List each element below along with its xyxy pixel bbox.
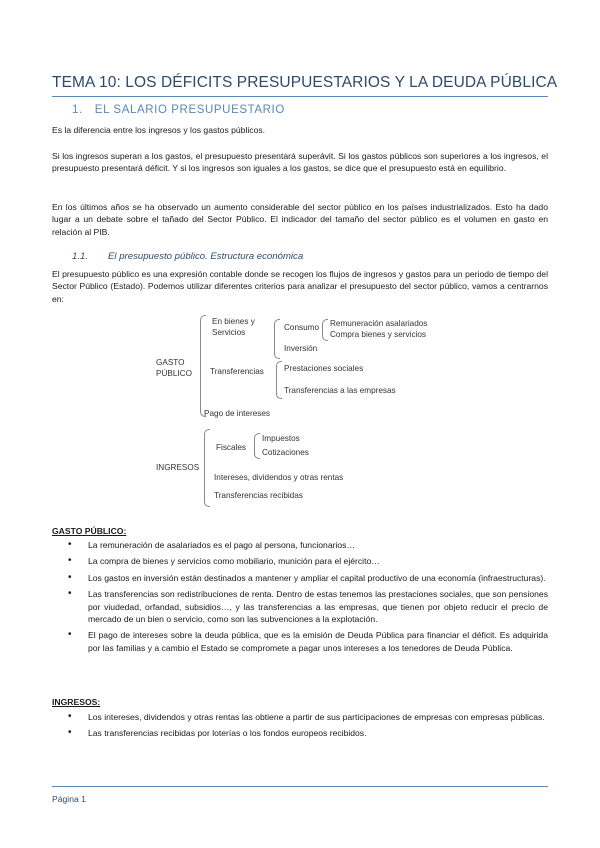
- diagram-compra: Compra bienes y servicios: [330, 330, 427, 339]
- paragraph-1: Es la diferencia entre los ingresos y los gastos públicos.: [52, 125, 266, 135]
- subsection-label: El presupuesto público. Estructura económica: [108, 251, 304, 262]
- paragraph-3: En los últimos años se ha observado un aumento considerable del sector público en los países industrializados. Esto ha dado lugar a un debate sobre el tañado del Sector Público. El indicador del tamaño del sector público es el volumen en gasto en relación al PIB.: [52, 202, 548, 237]
- paragraph-2: Si los ingresos superan a los gastos, el presupuesto presentará superávit. Si los gastos públicos son superiores a los ingresos, el presupuesto presentará déficit. Y si los ingresos son iguales a los gastos, se dice que el presupuesto está en equilibrio.: [52, 151, 548, 174]
- subsection-number: 1.1.: [72, 251, 89, 262]
- list-item: • Los intereses, dividendos y otras rentas las obtiene a partir de sus participaciones de empresas con empresas públicas.: [52, 711, 548, 723]
- footer-rule: [52, 786, 548, 787]
- page-title: TEMA 10: LOS DÉFICITS PRESUPUESTARIOS Y LA DEUDA PÚBLICA: [52, 74, 558, 91]
- page-number: Página 1: [52, 794, 86, 804]
- diagram-consumo: Consumo: [284, 323, 320, 332]
- title-rule: [52, 96, 548, 97]
- list-item: • La compra de bienes y servicios como mobiliario, munición para el ejército…: [52, 555, 548, 567]
- list-item: • Las transferencias son redistribuciones de renta. Dentro de estas tenemos las prestaciones sociales, que son pensiones por viudedad, orfandad, subsidios…, y las transferencias a las empresas, que tienen por objeto reducir el precio de mercado de un bien o servicio, como son las subvenciones a la explotación.: [52, 588, 548, 625]
- diagram-transferencias: Transferencias: [210, 367, 264, 376]
- section-heading-1: [72, 104, 285, 116]
- diagram-bracket-transferencias: [276, 361, 282, 399]
- diagram-transf-recibidas: Transferencias recibidas: [214, 491, 303, 500]
- diagram-bracket-ingresos: [204, 429, 210, 507]
- gasto-publico-heading: GASTO PÚBLICO:: [52, 526, 127, 536]
- list-item: • La remuneración de asalariados es el pago al persona, funcionarios…: [52, 539, 548, 551]
- list-item: • Los gastos en inversión están destinados a mantener y ampliar el capital productivo de una economía (infraestructuras).: [52, 572, 548, 584]
- diagram-impuestos: Impuestos: [262, 434, 300, 443]
- diagram-cotizaciones: Cotizaciones: [262, 448, 309, 457]
- diagram-prestaciones: Prestaciones sociales: [284, 364, 364, 373]
- paragraph-4: El presupuesto público es una expresión contable donde se recogen los flujos de ingresos y gastos para un periodo de tiempo del Sector Público (Estado). Podemos utilizar diferentes criterios para analizar el presupuesto del sector público, vamos a centrarnos en:: [52, 269, 548, 304]
- diagram-intereses-dividendos: Intereses, dividendos y otras rentas: [214, 473, 344, 482]
- diagram-remuneracion: Remuneración asalariados: [330, 319, 428, 328]
- diagram-en-bienes: En bienes y Servicios: [212, 317, 255, 337]
- diagram-fiscales: Fiscales: [216, 443, 247, 452]
- diagram-ingresos: INGRESOS: [156, 463, 200, 472]
- budget-structure-diagram: [150, 313, 450, 513]
- diagram-transf-empresas: Transferencias a las empresas: [284, 386, 396, 395]
- diagram-inversion: Inversión: [284, 344, 318, 353]
- gasto-publico-list: [52, 539, 548, 658]
- ingresos-list: [52, 711, 548, 744]
- diagram-bracket-fiscales: [254, 433, 260, 459]
- diagram-bracket-bienes: [274, 319, 280, 359]
- section-label: EL SALARIO PRESUPUESTARIO: [94, 104, 285, 116]
- section-heading-1-1: [72, 251, 303, 262]
- diagram-bracket-gasto: [200, 315, 206, 417]
- diagram-pago-intereses: Pago de intereses: [204, 409, 270, 418]
- section-number: 1.: [72, 104, 83, 116]
- list-item: • Las transferencias recibidas por loterías o los fondos europeos recibidos.: [52, 727, 548, 739]
- diagram-gasto-publico: GASTO PÚBLICO: [156, 358, 192, 378]
- ingresos-heading: INGRESOS:: [52, 697, 101, 707]
- diagram-bracket-consumo: [322, 319, 328, 341]
- list-item: • El pago de intereses sobre la deuda pública, que es la emisión de Deuda Pública para financiar el déficit. Es adquirida por las familias y a cambio el Estado se compromete a pagar unos intereses a los tenedores de Deuda Pública.: [52, 629, 548, 654]
